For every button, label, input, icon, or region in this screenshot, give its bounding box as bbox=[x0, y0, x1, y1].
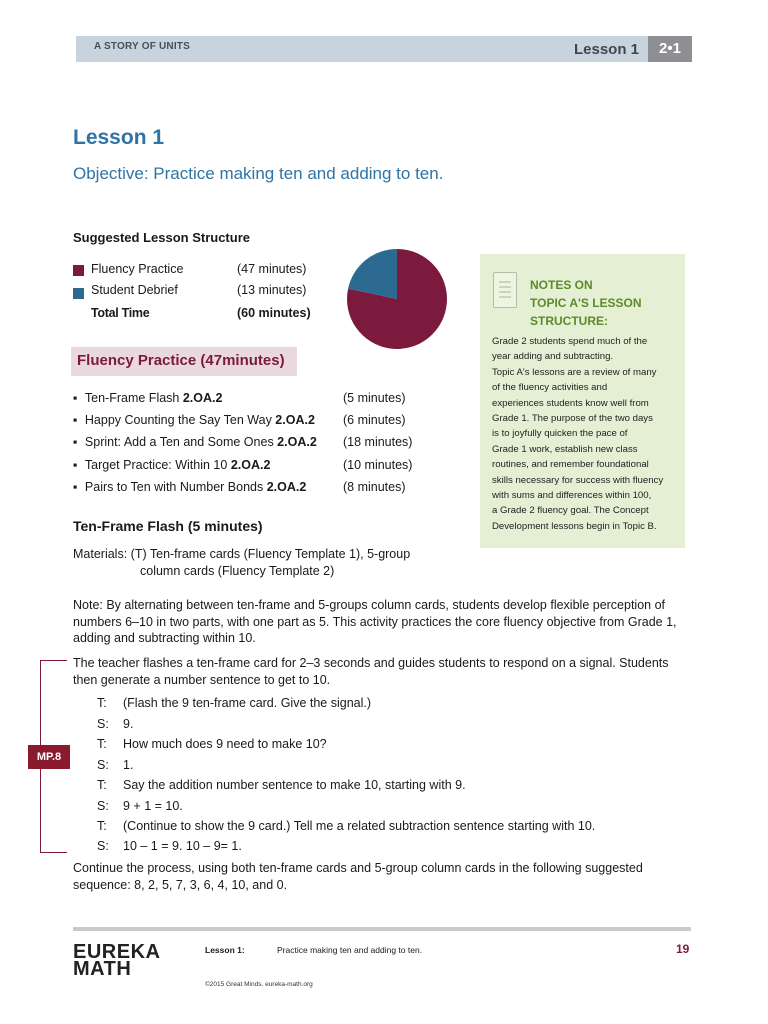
materials-line-1: Materials: (T) Ten-frame cards (Fluency Template 1), 5-group bbox=[73, 547, 411, 561]
fluency-heading: Fluency Practice (47minutes) bbox=[77, 352, 285, 369]
page-number: 19 bbox=[676, 942, 690, 956]
fluency-item-text: Happy Counting the Say Ten Way bbox=[84, 413, 276, 427]
dialogue-speaker: T: bbox=[97, 778, 107, 792]
header-lesson: Lesson 1 bbox=[573, 41, 639, 58]
dialogue-speaker: T: bbox=[97, 737, 107, 751]
structure-time-debrief: (13 minutes) bbox=[237, 283, 307, 297]
fluency-item-text: Target Practice: Within 10 bbox=[84, 458, 231, 472]
notes-line: experiences students know well from bbox=[492, 397, 649, 409]
fluency-item-time: (10 minutes) bbox=[343, 458, 413, 472]
notes-title-line: TOPIC A'S LESSON bbox=[530, 296, 642, 310]
objective: Objective: Practice making ten and adding to ten. bbox=[73, 164, 444, 183]
legend-swatch-fluency bbox=[73, 265, 84, 276]
lesson-structure-pie-chart bbox=[345, 247, 449, 351]
notes-line: Grade 1 work, establish new class bbox=[492, 443, 638, 455]
fluency-item-time: (5 minutes) bbox=[343, 391, 406, 405]
logo-line-1: EUREKA bbox=[73, 941, 161, 963]
mp-bracket-top bbox=[40, 660, 67, 661]
notes-title-line: NOTES ON bbox=[530, 278, 593, 292]
total-label: Total Time bbox=[91, 306, 150, 320]
fluency-item-standard: 2.OA.2 bbox=[230, 458, 271, 472]
series-name: A STORY OF UNITS bbox=[94, 41, 190, 52]
dialogue-line: 9 + 1 = 10. bbox=[123, 799, 183, 813]
dialogue-line: (Continue to show the 9 card.) Tell me a related subtraction sentence starting with 10. bbox=[123, 819, 596, 833]
structure-label-debrief: Student Debrief bbox=[91, 283, 178, 297]
dialogue-line: Say the addition number sentence to make 10, starting with 9. bbox=[123, 778, 466, 792]
fluency-item-standard: 2.OA.2 bbox=[182, 391, 223, 405]
page-title: Lesson 1 bbox=[73, 126, 165, 149]
fluency-item: ▪ Ten-Frame Flash 2.OA.2 bbox=[73, 391, 223, 405]
notes-line: is to joyfully quicken the pace of bbox=[492, 428, 628, 440]
eureka-math-logo bbox=[73, 941, 161, 980]
notes-title bbox=[530, 276, 642, 330]
footer-rule bbox=[73, 927, 691, 931]
dialogue-speaker: S: bbox=[97, 758, 109, 772]
dialogue-line: 9. bbox=[123, 717, 134, 731]
dialogue-speaker: S: bbox=[97, 717, 109, 731]
legend-swatch-debrief bbox=[73, 288, 84, 299]
notes-body bbox=[492, 334, 680, 534]
total-time: (60 minutes) bbox=[237, 306, 311, 320]
dialogue-line: (Flash the 9 ten-frame card. Give the signal.) bbox=[123, 696, 372, 710]
continue-paragraph: Continue the process, using both ten-frame cards and 5-group column cards in the following suggested sequence: 8, 2, 5, 7, 3, 6, 4, 10, and 0. bbox=[73, 861, 643, 892]
notes-title-line: STRUCTURE: bbox=[530, 314, 608, 328]
structure-row-debrief bbox=[73, 286, 84, 304]
module-badge: 2•1 bbox=[648, 36, 692, 62]
notes-line: Grade 2 students spend much of the bbox=[492, 336, 648, 347]
dialogue-line: 1. bbox=[123, 758, 134, 772]
dialogue-speaker: T: bbox=[97, 696, 107, 710]
dialogue-speaker: T: bbox=[97, 819, 107, 833]
structure-time-fluency: (47 minutes) bbox=[237, 262, 307, 276]
fluency-item-text: Ten-Frame Flash bbox=[84, 391, 183, 405]
mp-bracket-bottom bbox=[40, 852, 67, 853]
logo-line-2: MATH bbox=[73, 958, 132, 980]
fluency-item-text: Sprint: Add a Ten and Some Ones bbox=[84, 435, 278, 449]
structure-label-fluency: Fluency Practice bbox=[91, 262, 184, 276]
ten-frame-heading: Ten-Frame Flash (5 minutes) bbox=[73, 518, 263, 534]
fluency-item-time: (8 minutes) bbox=[343, 480, 406, 494]
footer-objective: Practice making ten and adding to ten. bbox=[277, 945, 423, 955]
dialogue-line: How much does 9 need to make 10? bbox=[123, 737, 327, 751]
fluency-item-text: Pairs to Ten with Number Bonds bbox=[84, 480, 267, 494]
footer-lesson-label: Lesson 1: bbox=[205, 945, 245, 955]
notes-line: with sums and differences within 100, bbox=[492, 490, 652, 502]
notes-line: Topic A's lessons are a review of many bbox=[492, 366, 657, 378]
notes-document-icon bbox=[493, 272, 517, 308]
notes-line: Grade 1. The purpose of the two days bbox=[492, 413, 653, 425]
copyright: ©2015 Great Minds. eureka-math.org bbox=[205, 981, 313, 988]
fluency-item: ▪ Sprint: Add a Ten and Some Ones 2.OA.2 bbox=[73, 435, 317, 449]
dialogue-line: 10 – 1 = 9. 10 – 9= 1. bbox=[123, 839, 242, 853]
notes-line: a Grade 2 fluency goal. The Concept bbox=[492, 505, 649, 517]
fluency-item: ▪ Pairs to Ten with Number Bonds 2.OA.2 bbox=[73, 480, 307, 494]
notes-line: Development lessons begin in Topic B. bbox=[492, 520, 657, 532]
note-paragraph: Note: By alternating between ten-frame and 5-groups column cards, students develop flexible perception of numbers 6–10 in two parts, with one part as 5. This activity practices the core fluency objective from Grade 1, adding and subtracting within 10. bbox=[73, 598, 677, 645]
notes-line: skills necessary for success with fluency bbox=[492, 474, 664, 486]
fluency-item-time: (6 minutes) bbox=[343, 413, 406, 427]
fluency-item: ▪ Target Practice: Within 10 2.OA.2 bbox=[73, 458, 271, 472]
fluency-item-standard: 2.OA.2 bbox=[277, 435, 317, 449]
structure-heading: Suggested Lesson Structure bbox=[73, 230, 250, 245]
fluency-item-standard: 2.OA.2 bbox=[266, 480, 307, 494]
notes-line: of the fluency activities and bbox=[492, 382, 608, 394]
materials-line-2: column cards (Fluency Template 2) bbox=[140, 564, 335, 578]
notes-line: routines, and remember foundational bbox=[492, 459, 649, 471]
fluency-item-standard: 2.OA.2 bbox=[275, 413, 315, 427]
notes-line: year adding and subtracting. bbox=[492, 351, 614, 363]
dialogue-speaker: S: bbox=[97, 799, 109, 813]
fluency-item-time: (18 minutes) bbox=[343, 435, 413, 449]
dialogue-speaker: S: bbox=[97, 839, 109, 853]
structure-row-fluency bbox=[73, 263, 84, 281]
mp-badge: MP.8 bbox=[28, 745, 70, 769]
intro-paragraph: The teacher flashes a ten-frame card for 2–3 seconds and guides students to respond on a signal. Students then generate a number sentence to get to 10. bbox=[73, 656, 669, 687]
fluency-item: ▪ Happy Counting the Say Ten Way 2.OA.2 bbox=[73, 413, 315, 427]
